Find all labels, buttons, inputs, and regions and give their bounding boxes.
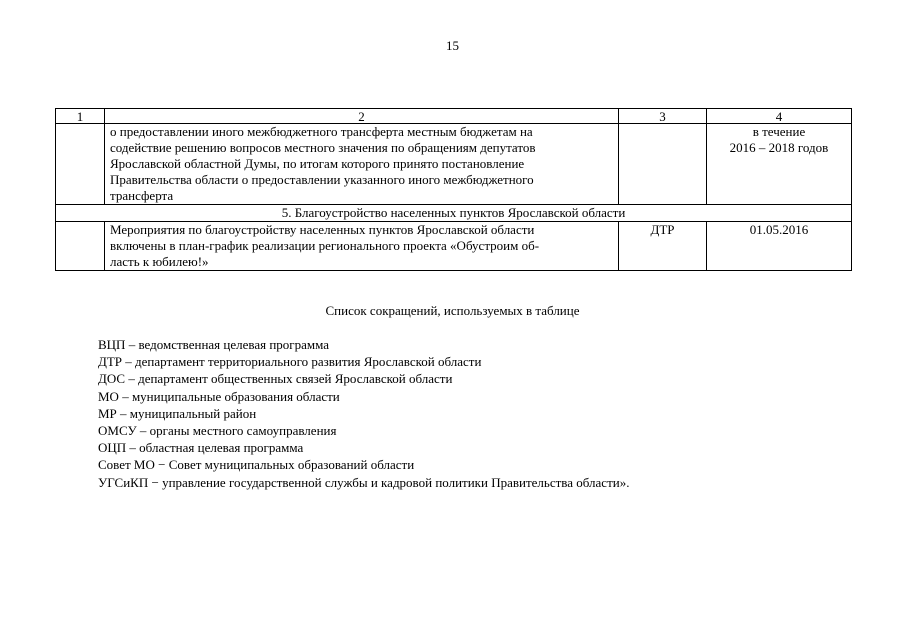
abbreviation-item: МР – муниципальный район xyxy=(98,405,257,421)
executor-cell: ДТР xyxy=(619,222,707,271)
section-title: 5. Благоустройство населенных пунктов Ярославской области xyxy=(56,205,852,222)
abbreviations-list xyxy=(98,336,858,491)
abbreviation-item: ВЦП – ведомственная целевая программа xyxy=(98,337,330,352)
abbreviation-item: МО – муниципальные образования области xyxy=(98,388,340,404)
table-row xyxy=(56,124,852,205)
term-line: 2016 – 2018 годов xyxy=(729,140,829,155)
measure-line: о предоставлении иного межбюджетного трансферта местным бюджетам на xyxy=(110,124,533,139)
executor-cell xyxy=(619,124,707,205)
measure-cell xyxy=(105,222,619,271)
measure-line: включены в план-график реализации регионального проекта «Обустроим об- xyxy=(110,238,540,253)
term-line: в течение xyxy=(752,124,806,139)
measure-line: Мероприятия по благоустройству населенных пунктов Ярославской области xyxy=(110,222,535,237)
measures-table xyxy=(55,108,852,271)
abbreviation-item: ОМСУ – органы местного самоуправления xyxy=(98,423,337,439)
abbreviation-item: ДОС – департамент общественных связей Ярославской области xyxy=(98,371,453,387)
term-cell: 01.05.2016 xyxy=(707,222,852,271)
measure-line: ласть к юбилею!» xyxy=(110,254,209,269)
row-number-cell xyxy=(56,124,105,205)
section-title-row xyxy=(56,205,852,222)
measure-line: содействие решению вопросов местного значения по обращениям депутатов xyxy=(110,140,536,155)
page-number: 15 xyxy=(446,38,459,53)
table-header-row xyxy=(56,109,852,124)
measure-line: Ярославской областной Думы, по итогам которого принято постановление xyxy=(110,156,525,171)
measure-line: Правительства области о предоставлении указанного иного межбюджетного xyxy=(110,172,534,187)
column-header-3: 3 xyxy=(619,109,707,124)
column-header-4: 4 xyxy=(707,109,852,124)
measure-cell xyxy=(105,124,619,205)
column-header-1: 1 xyxy=(56,109,105,124)
abbreviation-item: ДТР – департамент территориального развития Ярославской области xyxy=(98,354,482,370)
abbreviation-item: ОЦП – областная целевая программа xyxy=(98,440,304,456)
column-header-2: 2 xyxy=(105,109,619,124)
term-cell xyxy=(707,124,852,205)
row-number-cell xyxy=(56,222,105,271)
abbreviation-item: Совет МО − Совет муниципальных образований области xyxy=(98,457,415,473)
abbreviations-title: Список сокращений, используемых в таблице xyxy=(325,303,580,318)
measure-line: трансферта xyxy=(110,188,174,203)
table-row xyxy=(56,222,852,271)
abbreviation-item: УГСиКП − управление государственной службы и кадровой политики Правительства области». xyxy=(98,474,630,490)
